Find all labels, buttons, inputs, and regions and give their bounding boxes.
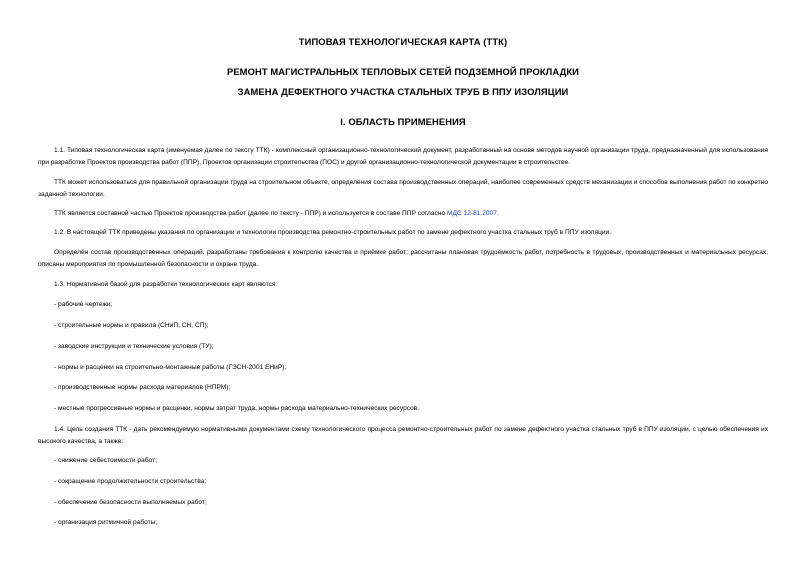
paragraph-ttk-use: ТТК может использоваться для правильной организации труда на строительном объекте, определения состава производственных операций, наиболее современных средств механизации и способов выполнения работ по конкретно заданной технологии. [38, 179, 768, 198]
list-item: - обеспечение безопасности выполняемых работ; [54, 499, 207, 506]
mds-link[interactable]: МДС 12-81.2007 [446, 210, 497, 217]
section-heading-scope: I. ОБЛАСТЬ ПРИМЕНЕНИЯ [340, 116, 466, 127]
document-title: ТИПОВАЯ ТЕХНОЛОГИЧЕСКАЯ КАРТА (ТТК) [298, 36, 508, 47]
document-subtitle-replacement: ЗАМЕНА ДЕФЕКТНОГО УЧАСТКА СТАЛЬНЫХ ТРУБ В ППУ ИЗОЛЯЦИИ [237, 86, 569, 97]
list-item: - снижение себестоимости работ; [54, 457, 157, 464]
list-item: - организация ритмичной работы; [54, 519, 158, 526]
paragraph-defined: Определён состав производственных операций, разработаны требования к контролю качества и приёмке работ; рассчитаны плановая трудоёмкость работ, потребность в трудовых, производственных и материальных ресурсах, описаны мероприятия по промышленной безопасности и охране труда. [38, 249, 768, 268]
paragraph-ttk-part-end: . [496, 210, 499, 217]
list-item: - производственные нормы расхода материалов (НПРМ); [54, 384, 231, 391]
paragraph-1-4: 1.4. Цель создания ТТК - дать рекомендуемую нормативными документами схему технологического процесса ремонтно-строительных работ по замене дефектного участка стальных труб в ППУ изоляции, с целью обеспечения их высокого качества, а также: [38, 426, 768, 445]
paragraph-ttk-part [38, 208, 768, 220]
list-item: - заводские инструкции и технические условия (ТУ); [54, 343, 214, 350]
paragraph-1-3: 1.3. Нормативной базой для разработки технологических карт являются: [54, 281, 278, 288]
list-item: - нормы и расценки на строительно-монтажные работы (ГЭСН-2001 ЕНиР); [54, 364, 287, 371]
list-item: - сокращение продолжительности строительства; [54, 478, 207, 485]
paragraph-ttk-part-text: ТТК является составной частью Проектов производства работ (далее по тексту - ППР) и используется в составе ППР согласно [54, 210, 447, 217]
list-item: - строительные нормы и правила (СНиП, СН, СП); [54, 322, 209, 329]
paragraph-1-1: 1.1. Типовая технологическая карта (именуемая далее по тексту ТТК) - комплексный организационно-технологический документ, разработанный на основе методов научной организации труда, предназначенный для использования при разработке Проектов производства работ (ППР), Проектов организации строительства (ПОС) и другой организационно-технологической документации в строительстве. [38, 147, 768, 166]
list-item: - местные прогрессивные нормы и расценки, нормы затрат труда, нормы расхода материально-технических ресурсов. [54, 405, 420, 412]
paragraph-1-2: 1.2. В настоящей ТТК приведены указания по организации и технологии производства ремонтно-строительных работ по замене дефектного участка стальных труб в ППУ изоляции. [54, 229, 612, 236]
list-item: - рабочие чертежи; [54, 301, 113, 308]
document-subtitle-repair: РЕМОНТ МАГИСТРАЛЬНЫХ ТЕПЛОВЫХ СЕТЕЙ ПОДЗЕМНОЙ ПРОКЛАДКИ [226, 66, 580, 77]
